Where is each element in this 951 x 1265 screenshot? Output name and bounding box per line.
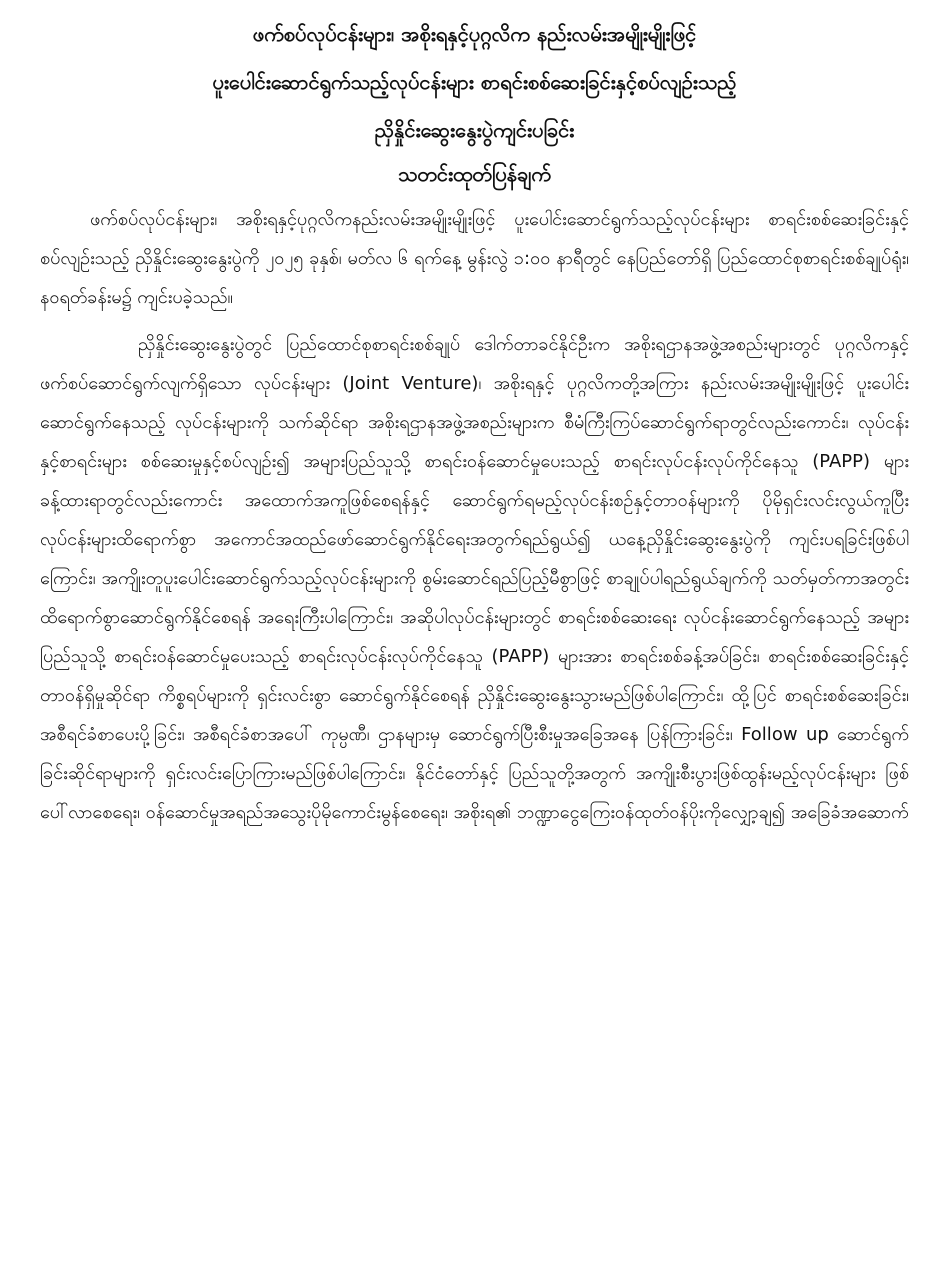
paragraph-1: ဖက်စပ်လုပ်ငန်းများ၊ အစိုးရနှင့်ပုဂ္ဂလိကနည်းလမ်းအမျိုးမျိုးဖြင့် ပူးပေါင်းဆောင်ရွက်သည့်လုပ်ငန်းများ စာရင်းစစ်ဆေးခြင်းနှင့်စပ်လျဉ်းသည့် ညှိနှိုင်းဆွေးနွေးပွဲကို ၂၀၂၅ ခုနှစ်၊ မတ်လ ၆ ရက်နေ့ မွန်းလွဲ ၁:၀၀ နာရီတွင် နေပြည်တော်ရှိ ပြည်ထောင်စုစာရင်းစစ်ချုပ်ရုံး၊ န၀ရတ်ခန်းမ၌ ကျင်းပခဲ့သည်။: [40, 209, 909, 308]
title-line-2: ပူးပေါင်းဆောင်ရွက်သည့်လုပ်ငန်းများ စာရင်းစစ်ဆေးခြင်းနှင့်စပ်လျဉ်းသည့်: [212, 70, 737, 94]
paragraph-2: ညှိနှိုင်းဆွေးနွေးပွဲတွင် ပြည်ထောင်စုစာရင်းစစ်ချုပ် ဒေါက်တာခင်နိုင်ဦးက အစိုးရဌာနအဖွဲ့အစည်းများတွင် ပုဂ္ဂလိကနှင့်ဖက်စပ်ဆောင်ရွက်လျက်ရှိသော လုပ်ငန်းများ (Joint Venture)၊ အစိုးရနှင့် ပုဂ္ဂလိကတို့အကြား နည်းလမ်းအမျိုးမျိုးဖြင့် ပူးပေါင်းဆောင်ရွက်နေသည့် လုပ်ငန်းများကို သက်ဆိုင်ရာ အစိုးရဌာနအဖွဲ့အစည်းများက စီမံကြီးကြပ်ဆောင်ရွက်ရာတွင်လည်းကောင်း၊ လုပ်ငန်းနှင့်စာရင်းများ စစ်ဆေးမှုနှင့်စပ်လျဉ်း၍ အများပြည်သူသို့ စာရင်းဝန်ဆောင်မှုပေးသည့် စာရင်းလုပ်ငန်းလုပ်ကိုင်နေသူ (PAPP) များ ခန့်ထားရာတွင်လည်းကောင်း အထောက်အကူဖြစ်စေရန်နှင့် ဆောင်ရွက်ရမည့်လုပ်ငန်းစဉ်နှင့်တာဝန်များကို ပိုမိုရှင်းလင်းလွယ်ကူပြီး လုပ်ငန်းများထိရောက်စွာ အကောင်အထည်ဖော်ဆောင်ရွက်နိုင်ရေးအတွက်ရည်ရွယ်၍ ယနေ့ညှိနှိုင်းဆွေးနွေးပွဲကို ကျင်းပရခြင်းဖြစ်ပါကြောင်း၊ အကျိုးတူပူးပေါင်းဆောင်ရွက်သည့်လုပ်ငန်းများကို စွမ်းဆောင်ရည်ပြည့်မီစွာဖြင့် စာချုပ်ပါရည်ရွယ်ချက်ကို သတ်မှတ်ကာအတွင်း ထိရောက်စွာဆောင်ရွက်နိုင်စေရန် အရေးကြီးပါကြောင်း၊ အဆိုပါလုပ်ငန်းများတွင် စာရင်းစစ်ဆေးရေး လုပ်ငန်းဆောင်ရွက်နေသည့် အများပြည်သူသို့ စာရင်းဝန်ဆောင်မှုပေးသည့် စာရင်းလုပ်ငန်းလုပ်ကိုင်နေသူ (PAPP) များအား စာရင်းစစ်ခန့်အပ်ခြင်း၊ စာရင်းစစ်ဆေးခြင်းနှင့်တာဝန်ရှိမှုဆိုင်ရာ ကိစ္စရပ်များကို ရှင်းလင်းစွာ ဆောင်ရွက်နိုင်စေရန် ညှိနှိုင်းဆွေးနွေးသွားမည်ဖြစ်ပါကြောင်း၊ ထို့ပြင် စာရင်းစစ်ဆေးခြင်း၊ အစီရင်ခံစာပေးပို့ခြင်း၊ အစီရင်ခံစာအပေါ် ကုမ္ပဏီ၊ ဌာနများမှ ဆောင်ရွက်ပြီးစီးမှုအခြေအနေ ပြန်ကြားခြင်း၊ Follow up ဆောင်ရွက်ခြင်းဆိုင်ရာများကို ရှင်းလင်းပြောကြားမည်ဖြစ်ပါကြောင်း၊ နိုင်ငံတော်နှင့် ပြည်သူတို့အတွက် အကျိုးစီးပွားဖြစ်ထွန်းမည့်လုပ်ငန်းများ ဖြစ်ပေါ်လာစေရေး၊ ဝန်ဆောင်မှုအရည်အသွေးပိုမိုကောင်းမွန်စေရေး၊ အစိုးရ၏ ဘဏ္ဍာငွေကြေးဝန်ထုတ်ဝန်ပိုးကိုလျှော့ချ၍ အခြေခံအဆောက်: [40, 334, 909, 823]
title-line-1: ဖက်စပ်လုပ်ငန်းများ၊ အစိုးရနှင့်ပုဂ္ဂလိက နည်းလမ်းအမျိုးမျိုးဖြင့်: [252, 22, 697, 46]
document-title: [40, 0, 909, 154]
press-release-heading: သတင်းထုတ်ပြန်ချက်: [398, 162, 551, 186]
title-line-3: ညှိနှိုင်းဆွေးနွေးပွဲကျင်းပခြင်း: [374, 118, 575, 142]
